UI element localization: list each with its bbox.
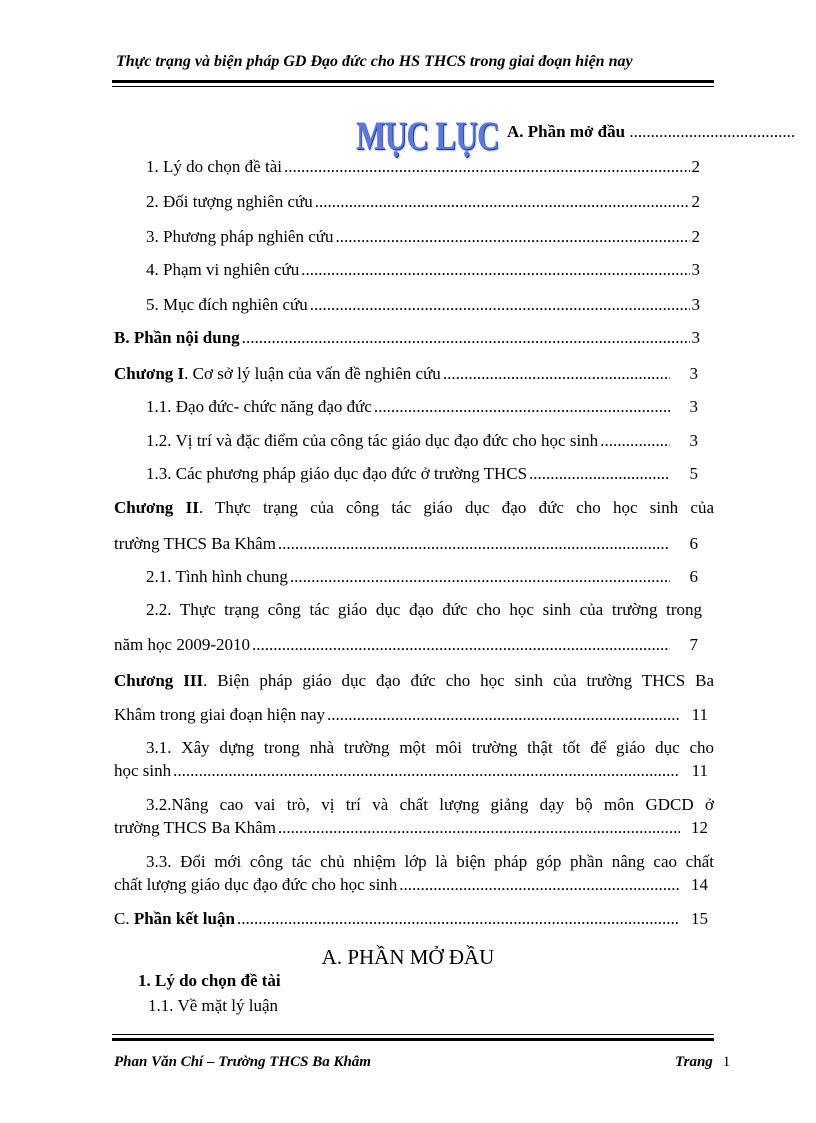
section-title: A. PHẦN MỞ ĐẦU — [321, 945, 495, 969]
toc-leader — [301, 260, 689, 280]
chapter-title-cont: trường THCS Ba Khâm — [114, 534, 276, 553]
toc-chapter-2 — [114, 498, 714, 518]
toc-leader — [310, 295, 690, 315]
toc-entry-page: 5 — [689, 464, 698, 483]
toc-entry-label: 3. Phương pháp nghiên cứu — [146, 227, 334, 246]
toc-entry — [146, 431, 698, 451]
chapter-title: . Thực trạng của công tác giáo dục đạo đức cho học sinh của — [198, 498, 714, 517]
toc-leader — [374, 397, 670, 417]
toc-entry-page: 6 — [689, 567, 698, 586]
toc-entry-label: 2.1. Tình hình chung — [146, 567, 288, 586]
toc-leader — [399, 875, 680, 895]
toc-chapter-2-cont — [114, 534, 698, 554]
toc-entry-label: chất lượng giáo dục đạo đức cho học sinh — [114, 875, 398, 894]
chapter-title: . Cơ sở lý luận của vấn đề nghiên cứu — [184, 364, 441, 383]
toc-entry-page: 3 — [689, 364, 698, 383]
toc-leader — [242, 328, 690, 348]
toc-chapter-1 — [114, 364, 698, 384]
toc-part-b-label: B. Phần nội dung — [114, 328, 240, 347]
toc-entry-label: 1. Lý do chọn đề tài — [146, 157, 282, 176]
toc-entry-page: 3 — [691, 328, 700, 347]
toc-entry-label: 1.3. Các phương pháp giáo dục đạo đức ở trường THCS — [146, 464, 528, 483]
toc-leader — [443, 364, 670, 384]
toc-entry-page: 6 — [689, 534, 698, 553]
toc-entry-page: 12 — [691, 818, 708, 837]
toc-entry-3-2-cont — [114, 818, 708, 838]
toc-part-a — [507, 122, 795, 142]
chapter-title: . Biện pháp giáo dục đạo đức cho học sinh của trường THCS Ba — [203, 671, 714, 690]
toc-title: MỤC LỤC — [356, 113, 499, 158]
toc-entry — [146, 295, 700, 315]
toc-part-c-label: Phần kết luận — [133, 909, 235, 928]
toc-entry-page: 2 — [691, 157, 700, 176]
toc-leader — [600, 431, 670, 451]
footer-page — [675, 1054, 730, 1071]
toc-entry-page: 3 — [689, 397, 698, 416]
chapter-label: Chương II — [114, 498, 199, 517]
toc-entry-3-3: 3.3. Đổi mới công tác chủ nhiệm lớp là biện pháp góp phần nâng cao chất — [146, 852, 714, 871]
toc-entry — [146, 397, 698, 417]
toc-leader — [278, 818, 680, 838]
toc-leader — [284, 157, 690, 177]
toc-entry-label: học sinh — [114, 761, 172, 780]
toc-leader — [278, 534, 670, 554]
toc-entry-label: năm học 2009-2010 — [114, 635, 250, 654]
toc-part-c — [114, 909, 708, 929]
toc-entry-page: 2 — [691, 192, 700, 211]
toc-entry-page: 7 — [689, 635, 698, 654]
toc-entry-page: 3 — [691, 295, 700, 314]
subsubsection-heading: 1.1. Về mặt lý luận — [148, 996, 278, 1015]
toc-entry-label: 1.1. Đạo đức- chức năng đạo đức — [146, 397, 372, 416]
toc-entry-label: 2. Đối tượng nghiên cứu — [146, 192, 313, 211]
toc-leader — [237, 909, 680, 929]
chapter-label: Chương III — [114, 671, 204, 690]
toc-entry-label: 1.2. Vị trí và đặc điểm của công tác giáo dục đạo đức cho học sinh — [146, 431, 599, 450]
toc-entry — [146, 157, 700, 177]
page-label: Trang — [675, 1054, 713, 1070]
toc-part-c-prefix: C. — [114, 909, 134, 928]
toc-entry-page: 2 — [691, 227, 700, 246]
page-number: 1 — [722, 1054, 731, 1070]
toc-entry-page: 3 — [691, 260, 700, 279]
subsection-heading: 1. Lý do chọn đề tài — [138, 971, 281, 990]
toc-entry — [146, 227, 700, 247]
toc-entry-page: 15 — [691, 909, 708, 928]
toc-entry-3-2: 3.2.Nâng cao vai trò, vị trí và chất lượng giảng dạy bộ môn GDCD ở — [146, 795, 714, 814]
header-rule-thin — [112, 86, 714, 87]
chapter-title-cont: Khâm trong giai đoạn hiện nay — [114, 705, 326, 724]
toc-entry-label: 4. Phạm vi nghiên cứu — [146, 260, 300, 279]
toc-entry-page: 3 — [689, 431, 698, 450]
toc-part-a-dots: ....................................... — [629, 122, 796, 141]
toc-leader — [315, 192, 690, 212]
footer-rule-thick — [112, 1038, 714, 1041]
toc-entry-2-2: 2.2. Thực trạng công tác giáo dục đạo đức cho học sinh của trường trong — [146, 600, 702, 619]
chapter-label: Chương I — [114, 364, 185, 383]
toc-entry-label: 5. Mục đích nghiên cứu — [146, 295, 308, 314]
toc-leader — [335, 227, 689, 247]
toc-entry-3-3-cont — [114, 875, 708, 895]
toc-leader — [252, 635, 670, 655]
toc-entry-page: 11 — [691, 761, 708, 780]
toc-leader — [290, 567, 670, 587]
footer-rule-thin — [112, 1034, 714, 1035]
page-header: Thực trạng và biện pháp GD Đạo đức cho HS THCS trong giai đoạn hiện nay — [116, 53, 633, 70]
header-rule-thick — [112, 80, 714, 83]
toc-entry-label: trường THCS Ba Khâm — [114, 818, 276, 837]
toc-entry — [146, 567, 698, 587]
toc-chapter-3-cont — [114, 705, 708, 725]
toc-entry-page: 11 — [691, 705, 708, 724]
toc-leader — [327, 705, 680, 725]
toc-entry-3-1: 3.1. Xây dựng trong nhà trường một môi trường thật tốt để giáo dục cho — [146, 738, 714, 757]
toc-part-b — [114, 328, 700, 348]
toc-entry-page: 14 — [691, 875, 708, 894]
toc-entry-3-1-cont — [114, 761, 708, 781]
footer-author: Phan Văn Chí – Trường THCS Ba Khâm — [114, 1054, 371, 1070]
toc-entry — [146, 464, 698, 484]
toc-entry — [146, 192, 700, 212]
toc-entry — [146, 260, 700, 280]
toc-chapter-3 — [114, 671, 714, 691]
toc-part-a-label: A. Phần mở đầu — [507, 122, 626, 141]
toc-leader — [173, 761, 680, 781]
toc-entry-2-2-cont — [114, 635, 698, 655]
toc-leader — [529, 464, 670, 484]
